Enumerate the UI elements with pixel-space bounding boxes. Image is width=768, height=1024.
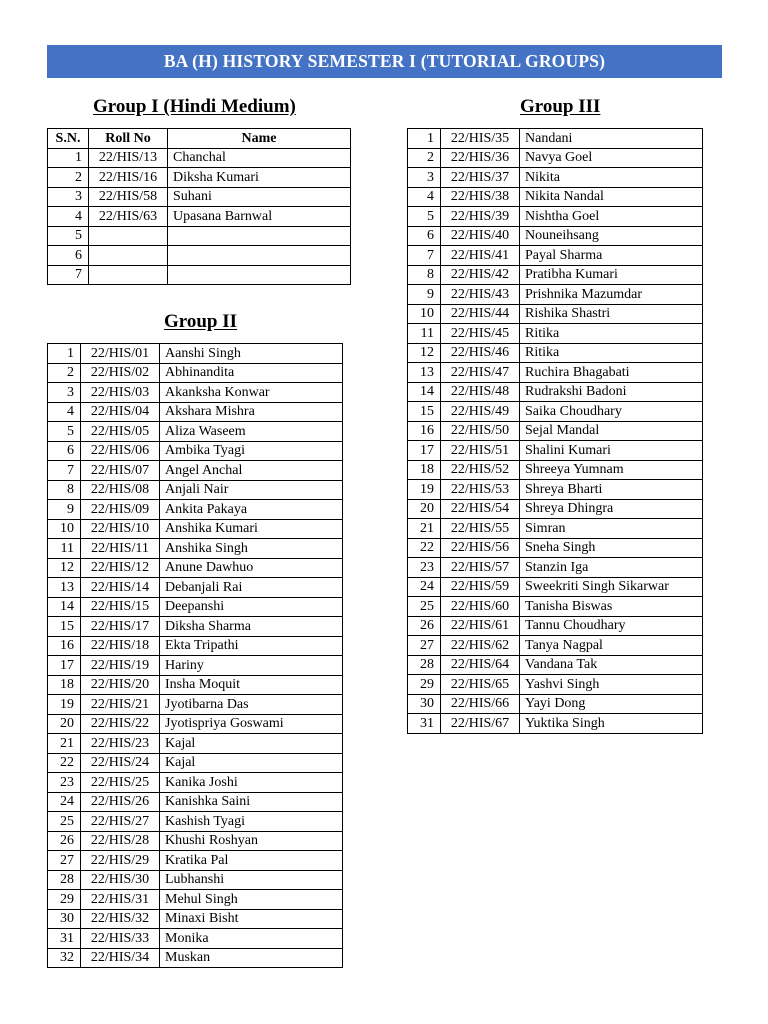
row-name: Prishnika Mazumdar: [520, 285, 703, 305]
row-name: Yashvi Singh: [520, 675, 703, 695]
row-roll-no: 22/HIS/39: [441, 207, 520, 227]
table-row: [48, 636, 343, 656]
table-row: [48, 539, 343, 559]
table-row: [408, 694, 703, 714]
row-roll-no: 22/HIS/28: [81, 831, 160, 851]
table-row: [408, 324, 703, 344]
row-name: Diksha Sharma: [160, 617, 343, 637]
row-roll-no: 22/HIS/54: [441, 499, 520, 519]
row-roll-no: 22/HIS/56: [441, 538, 520, 558]
table-row: [408, 304, 703, 324]
row-name: Insha Moquit: [160, 675, 343, 695]
group-3-table: [407, 128, 703, 734]
table-row: [408, 246, 703, 266]
row-sn: 13: [408, 363, 441, 383]
row-roll-no: 22/HIS/47: [441, 363, 520, 383]
row-roll-no: 22/HIS/55: [441, 519, 520, 539]
row-name: Debanjali Rai: [160, 578, 343, 598]
row-name: Nishtha Goel: [520, 207, 703, 227]
table-row: [48, 207, 351, 227]
row-name: Ankita Pakaya: [160, 500, 343, 520]
row-name: [168, 265, 351, 285]
table-row: [48, 929, 343, 949]
group-2-table: [47, 343, 343, 968]
group-3-heading: Group III: [520, 96, 601, 117]
row-sn: 3: [48, 383, 81, 403]
row-sn: 22: [408, 538, 441, 558]
row-name: Anjali Nair: [160, 480, 343, 500]
row-sn: 6: [408, 226, 441, 246]
table-row: [408, 226, 703, 246]
row-name: Yuktika Singh: [520, 714, 703, 734]
row-name: Kajal: [160, 753, 343, 773]
table-row: [48, 870, 343, 890]
row-roll-no: 22/HIS/46: [441, 343, 520, 363]
row-name: Ruchira Bhagabati: [520, 363, 703, 383]
row-name: Shreya Dhingra: [520, 499, 703, 519]
table-row: [48, 753, 343, 773]
row-name: Jyotispriya Goswami: [160, 714, 343, 734]
row-name: Navya Goel: [520, 148, 703, 168]
row-roll-no: 22/HIS/60: [441, 597, 520, 617]
row-roll-no: 22/HIS/63: [89, 207, 168, 227]
table-row: [48, 695, 343, 715]
row-roll-no: 22/HIS/26: [81, 792, 160, 812]
row-sn: 17: [408, 441, 441, 461]
row-name: Akshara Mishra: [160, 402, 343, 422]
table-row: [48, 500, 343, 520]
row-sn: 31: [408, 714, 441, 734]
table-row: [408, 675, 703, 695]
row-sn: 32: [48, 948, 81, 968]
row-sn: 2: [48, 168, 89, 188]
row-name: Aanshi Singh: [160, 344, 343, 364]
row-name: Chanchal: [168, 148, 351, 168]
row-sn: 23: [48, 773, 81, 793]
row-name: [168, 246, 351, 266]
row-name: Akanksha Konwar: [160, 383, 343, 403]
row-sn: 4: [48, 207, 89, 227]
row-roll-no: 22/HIS/06: [81, 441, 160, 461]
row-name: Nandani: [520, 129, 703, 149]
page-title-banner: [47, 45, 722, 78]
row-name: Simran: [520, 519, 703, 539]
row-name: Khushi Roshyan: [160, 831, 343, 851]
row-roll-no: 22/HIS/01: [81, 344, 160, 364]
row-roll-no: 22/HIS/32: [81, 909, 160, 929]
row-roll-no: 22/HIS/15: [81, 597, 160, 617]
table-row: [48, 578, 343, 598]
table-row: [48, 226, 351, 246]
row-roll-no: 22/HIS/25: [81, 773, 160, 793]
row-roll-no: 22/HIS/03: [81, 383, 160, 403]
table-row: [48, 773, 343, 793]
row-name: Sejal Mandal: [520, 421, 703, 441]
row-roll-no: 22/HIS/31: [81, 890, 160, 910]
page-title: BA (H) HISTORY SEMESTER I (TUTORIAL GROUPS): [163, 51, 606, 71]
row-sn: 2: [408, 148, 441, 168]
row-roll-no: 22/HIS/29: [81, 851, 160, 871]
table-row: [48, 558, 343, 578]
row-roll-no: 22/HIS/66: [441, 694, 520, 714]
row-roll-no: 22/HIS/10: [81, 519, 160, 539]
row-roll-no: 22/HIS/49: [441, 402, 520, 422]
row-roll-no: 22/HIS/45: [441, 324, 520, 344]
row-sn: 5: [48, 422, 81, 442]
header-roll-no: Roll No: [89, 129, 168, 149]
table-row: [48, 714, 343, 734]
row-sn: 27: [408, 636, 441, 656]
row-name: Aliza Waseem: [160, 422, 343, 442]
table-row: [48, 890, 343, 910]
row-roll-no: 22/HIS/42: [441, 265, 520, 285]
row-sn: 26: [408, 616, 441, 636]
row-roll-no: 22/HIS/62: [441, 636, 520, 656]
row-sn: 5: [48, 226, 89, 246]
row-name: Minaxi Bisht: [160, 909, 343, 929]
row-sn: 1: [48, 148, 89, 168]
row-sn: 1: [408, 129, 441, 149]
row-sn: 11: [408, 324, 441, 344]
row-sn: 28: [408, 655, 441, 675]
row-roll-no: 22/HIS/19: [81, 656, 160, 676]
row-sn: 2: [48, 363, 81, 383]
table-row: [48, 246, 351, 266]
table-row: [48, 187, 351, 207]
row-name: Tanya Nagpal: [520, 636, 703, 656]
group-2-heading: Group II: [164, 311, 238, 332]
row-roll-no: 22/HIS/61: [441, 616, 520, 636]
row-roll-no: 22/HIS/21: [81, 695, 160, 715]
row-roll-no: [89, 265, 168, 285]
row-sn: 25: [408, 597, 441, 617]
table-row: [408, 129, 703, 149]
row-name: Deepanshi: [160, 597, 343, 617]
table-row: [408, 577, 703, 597]
row-name: Nouneihsang: [520, 226, 703, 246]
row-roll-no: 22/HIS/27: [81, 812, 160, 832]
row-roll-no: 22/HIS/04: [81, 402, 160, 422]
row-name: Muskan: [160, 948, 343, 968]
row-name: Rudrakshi Badoni: [520, 382, 703, 402]
table-row: [408, 636, 703, 656]
header-sn: S.N.: [48, 129, 89, 149]
header-name: Name: [168, 129, 351, 149]
table-row: [48, 597, 343, 617]
table-row: [48, 909, 343, 929]
table-row: [408, 714, 703, 734]
table-row: [408, 207, 703, 227]
table-row: [48, 480, 343, 500]
table-row: [48, 441, 343, 461]
row-sn: 14: [48, 597, 81, 617]
table-row: [48, 792, 343, 812]
row-roll-no: 22/HIS/58: [89, 187, 168, 207]
row-roll-no: 22/HIS/14: [81, 578, 160, 598]
group-1-heading: Group I (Hindi Medium): [93, 96, 296, 117]
table-row: [408, 363, 703, 383]
table-row: [408, 382, 703, 402]
row-roll-no: 22/HIS/02: [81, 363, 160, 383]
row-name: Diksha Kumari: [168, 168, 351, 188]
group-1-table: [47, 128, 351, 285]
table-row: [48, 148, 351, 168]
row-roll-no: 22/HIS/22: [81, 714, 160, 734]
row-name: Angel Anchal: [160, 461, 343, 481]
table-row: [408, 460, 703, 480]
row-name: Suhani: [168, 187, 351, 207]
row-name: Vandana Tak: [520, 655, 703, 675]
row-roll-no: 22/HIS/38: [441, 187, 520, 207]
row-name: Stanzin Iga: [520, 558, 703, 578]
table-row: [48, 812, 343, 832]
row-sn: 18: [48, 675, 81, 695]
row-sn: 21: [48, 734, 81, 754]
row-roll-no: 22/HIS/53: [441, 480, 520, 500]
row-roll-no: 22/HIS/07: [81, 461, 160, 481]
row-sn: 10: [48, 519, 81, 539]
table-row: [408, 538, 703, 558]
row-roll-no: 22/HIS/12: [81, 558, 160, 578]
row-roll-no: 22/HIS/34: [81, 948, 160, 968]
row-roll-no: 22/HIS/44: [441, 304, 520, 324]
row-sn: 31: [48, 929, 81, 949]
row-sn: 6: [48, 441, 81, 461]
row-roll-no: 22/HIS/30: [81, 870, 160, 890]
table-row: [48, 831, 343, 851]
row-roll-no: [89, 246, 168, 266]
table-row: [48, 734, 343, 754]
row-name: Payal Sharma: [520, 246, 703, 266]
row-sn: 21: [408, 519, 441, 539]
row-roll-no: 22/HIS/05: [81, 422, 160, 442]
row-sn: 12: [48, 558, 81, 578]
row-name: Yayi Dong: [520, 694, 703, 714]
row-name: Abhinandita: [160, 363, 343, 383]
row-roll-no: 22/HIS/51: [441, 441, 520, 461]
row-sn: 7: [48, 265, 89, 285]
table-row: [48, 344, 343, 364]
row-name: Sweekriti Singh Sikarwar: [520, 577, 703, 597]
row-name: Jyotibarna Das: [160, 695, 343, 715]
row-sn: 8: [408, 265, 441, 285]
table-row: [48, 617, 343, 637]
row-name: Ritika: [520, 324, 703, 344]
row-roll-no: 22/HIS/35: [441, 129, 520, 149]
row-name: Hariny: [160, 656, 343, 676]
table-row: [408, 148, 703, 168]
row-sn: 29: [48, 890, 81, 910]
row-roll-no: 22/HIS/59: [441, 577, 520, 597]
table-row: [48, 402, 343, 422]
row-name: Tannu Choudhary: [520, 616, 703, 636]
row-name: Monika: [160, 929, 343, 949]
row-sn: 4: [48, 402, 81, 422]
table-row: [408, 343, 703, 363]
row-sn: 23: [408, 558, 441, 578]
row-sn: 11: [48, 539, 81, 559]
table-row: [408, 519, 703, 539]
row-name: [168, 226, 351, 246]
row-name: Anune Dawhuo: [160, 558, 343, 578]
row-sn: 15: [48, 617, 81, 637]
table-row: [48, 168, 351, 188]
row-roll-no: 22/HIS/13: [89, 148, 168, 168]
row-name: Shreeya Yumnam: [520, 460, 703, 480]
row-name: Pratibha Kumari: [520, 265, 703, 285]
table-row: [408, 558, 703, 578]
row-sn: 14: [408, 382, 441, 402]
table-header-row: [48, 129, 351, 149]
row-sn: 6: [48, 246, 89, 266]
row-roll-no: 22/HIS/23: [81, 734, 160, 754]
row-sn: 24: [408, 577, 441, 597]
row-sn: 19: [48, 695, 81, 715]
table-row: [408, 265, 703, 285]
row-sn: 4: [408, 187, 441, 207]
row-name: Upasana Barnwal: [168, 207, 351, 227]
table-row: [408, 616, 703, 636]
row-roll-no: 22/HIS/16: [89, 168, 168, 188]
row-roll-no: 22/HIS/43: [441, 285, 520, 305]
table-row: [408, 285, 703, 305]
row-roll-no: 22/HIS/18: [81, 636, 160, 656]
table-row: [408, 187, 703, 207]
row-sn: 7: [48, 461, 81, 481]
row-sn: 3: [48, 187, 89, 207]
row-name: Saika Choudhary: [520, 402, 703, 422]
row-name: Nikita Nandal: [520, 187, 703, 207]
row-sn: 9: [48, 500, 81, 520]
row-sn: 22: [48, 753, 81, 773]
row-roll-no: 22/HIS/11: [81, 539, 160, 559]
row-name: Ritika: [520, 343, 703, 363]
row-sn: 24: [48, 792, 81, 812]
row-roll-no: 22/HIS/57: [441, 558, 520, 578]
table-row: [48, 265, 351, 285]
row-sn: 18: [408, 460, 441, 480]
table-row: [408, 421, 703, 441]
table-row: [48, 519, 343, 539]
row-sn: 16: [408, 421, 441, 441]
table-row: [48, 656, 343, 676]
row-roll-no: 22/HIS/64: [441, 655, 520, 675]
row-name: Kanika Joshi: [160, 773, 343, 793]
row-sn: 13: [48, 578, 81, 598]
row-roll-no: 22/HIS/37: [441, 168, 520, 188]
row-sn: 10: [408, 304, 441, 324]
row-name: Mehul Singh: [160, 890, 343, 910]
row-sn: 17: [48, 656, 81, 676]
table-row: [408, 168, 703, 188]
table-row: [48, 383, 343, 403]
row-sn: 19: [408, 480, 441, 500]
row-sn: 20: [48, 714, 81, 734]
table-row: [408, 402, 703, 422]
table-row: [408, 441, 703, 461]
row-sn: 7: [408, 246, 441, 266]
row-name: Shalini Kumari: [520, 441, 703, 461]
row-sn: 15: [408, 402, 441, 422]
row-sn: 29: [408, 675, 441, 695]
row-name: Tanisha Biswas: [520, 597, 703, 617]
row-roll-no: 22/HIS/09: [81, 500, 160, 520]
table-row: [408, 480, 703, 500]
row-sn: 28: [48, 870, 81, 890]
row-roll-no: 22/HIS/24: [81, 753, 160, 773]
row-name: Ekta Tripathi: [160, 636, 343, 656]
row-name: Kanishka Saini: [160, 792, 343, 812]
table-row: [408, 499, 703, 519]
row-roll-no: 22/HIS/41: [441, 246, 520, 266]
row-roll-no: 22/HIS/48: [441, 382, 520, 402]
row-roll-no: 22/HIS/08: [81, 480, 160, 500]
row-name: Kratika Pal: [160, 851, 343, 871]
row-roll-no: 22/HIS/65: [441, 675, 520, 695]
row-name: Anshika Kumari: [160, 519, 343, 539]
table-row: [408, 655, 703, 675]
row-roll-no: 22/HIS/20: [81, 675, 160, 695]
row-roll-no: [89, 226, 168, 246]
row-name: Shreya Bharti: [520, 480, 703, 500]
row-name: Kajal: [160, 734, 343, 754]
table-row: [48, 675, 343, 695]
row-sn: 9: [408, 285, 441, 305]
row-sn: 20: [408, 499, 441, 519]
row-roll-no: 22/HIS/40: [441, 226, 520, 246]
row-name: Kashish Tyagi: [160, 812, 343, 832]
row-name: Anshika Singh: [160, 539, 343, 559]
table-row: [48, 461, 343, 481]
row-name: Nikita: [520, 168, 703, 188]
row-sn: 16: [48, 636, 81, 656]
row-sn: 1: [48, 344, 81, 364]
row-sn: 8: [48, 480, 81, 500]
row-roll-no: 22/HIS/36: [441, 148, 520, 168]
table-row: [48, 422, 343, 442]
row-sn: 5: [408, 207, 441, 227]
row-roll-no: 22/HIS/17: [81, 617, 160, 637]
table-row: [48, 948, 343, 968]
row-roll-no: 22/HIS/33: [81, 929, 160, 949]
row-sn: 12: [408, 343, 441, 363]
table-row: [408, 597, 703, 617]
row-roll-no: 22/HIS/50: [441, 421, 520, 441]
row-sn: 26: [48, 831, 81, 851]
row-sn: 27: [48, 851, 81, 871]
table-row: [48, 363, 343, 383]
row-roll-no: 22/HIS/52: [441, 460, 520, 480]
row-name: Sneha Singh: [520, 538, 703, 558]
table-row: [48, 851, 343, 871]
row-sn: 3: [408, 168, 441, 188]
row-name: Rishika Shastri: [520, 304, 703, 324]
row-roll-no: 22/HIS/67: [441, 714, 520, 734]
row-sn: 30: [48, 909, 81, 929]
row-sn: 30: [408, 694, 441, 714]
row-name: Ambika Tyagi: [160, 441, 343, 461]
row-name: Lubhanshi: [160, 870, 343, 890]
row-sn: 25: [48, 812, 81, 832]
